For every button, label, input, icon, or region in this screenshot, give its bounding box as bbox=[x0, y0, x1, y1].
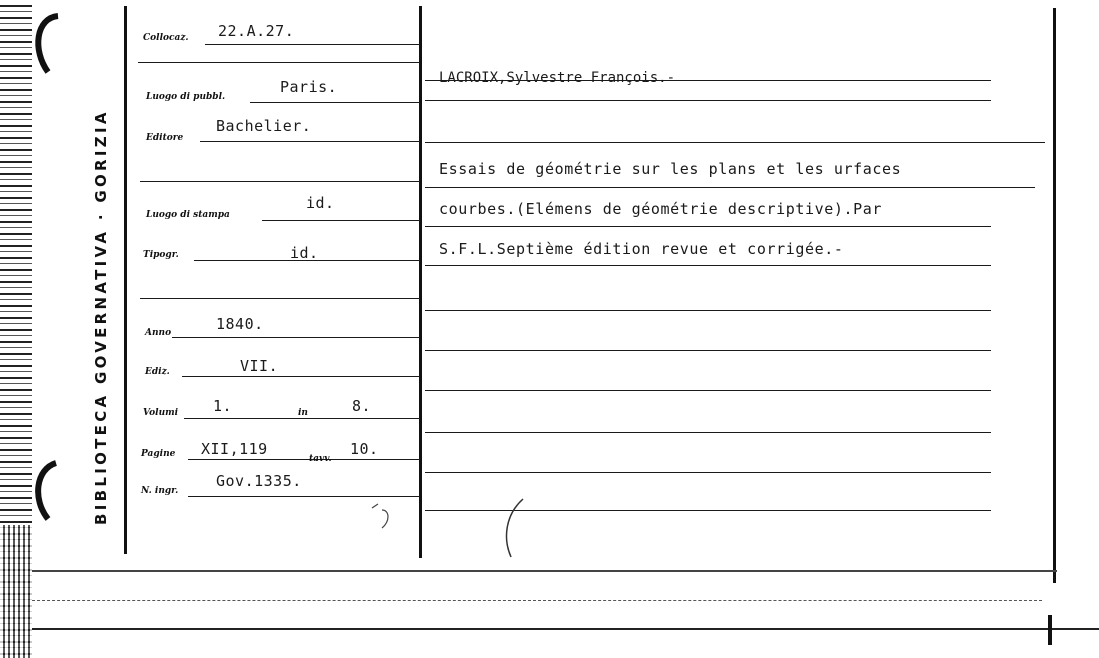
card-left-rule bbox=[124, 6, 127, 554]
ink-scribble-icon bbox=[368, 500, 398, 540]
label-ediz: Ediz. bbox=[145, 367, 170, 377]
rule-collocazione bbox=[205, 44, 420, 45]
rule-editore bbox=[200, 141, 420, 142]
label-luogo-stampa: Luogo di stampa bbox=[146, 210, 230, 220]
rule-right-8 bbox=[425, 390, 991, 391]
rule-luogo-stampa bbox=[262, 220, 420, 221]
label-tavole: tavv. bbox=[309, 454, 332, 464]
value-volumi: 1. bbox=[213, 397, 233, 415]
binding-clip-bottom-icon bbox=[18, 455, 68, 525]
value-volumi-in: 8. bbox=[352, 397, 372, 415]
value-luogo-pubbl: Paris. bbox=[280, 78, 338, 96]
label-collocazione: Collocaz. bbox=[143, 33, 189, 43]
rule-right-7 bbox=[425, 350, 991, 351]
rule-right-9 bbox=[425, 432, 991, 433]
scan-mark bbox=[1048, 615, 1052, 645]
label-editore: Editore bbox=[146, 133, 184, 143]
value-anno: 1840. bbox=[216, 315, 264, 333]
label-n-ingr: N. ingr. bbox=[141, 486, 179, 496]
title-line-2: courbes.(Elémens de géométrie descriptive).Par bbox=[439, 200, 883, 218]
value-collocazione: 22.A.27. bbox=[218, 22, 295, 40]
value-ediz: VII. bbox=[240, 357, 279, 375]
library-name-vertical: BIBLIOTECA GOVERNATIVA · GORIZIA bbox=[92, 109, 110, 525]
scanned-binding-edge-lower bbox=[0, 525, 32, 658]
rule-right-1 bbox=[425, 100, 991, 101]
scan-line-2 bbox=[32, 628, 1099, 630]
value-editore: Bachelier. bbox=[216, 117, 312, 135]
rule-pagine bbox=[188, 459, 420, 460]
label-tipogr: Tipogr. bbox=[143, 250, 179, 260]
scan-line-1 bbox=[32, 600, 1042, 601]
card-bottom-edge bbox=[32, 570, 1057, 572]
rule-right-5 bbox=[425, 265, 991, 266]
label-pagine: Pagine bbox=[141, 449, 176, 459]
title-line-3: S.F.L.Septième édition revue et corrigée.- bbox=[439, 240, 844, 258]
label-anno: Anno bbox=[145, 328, 172, 338]
rule-volumi bbox=[184, 418, 420, 419]
rule-anno bbox=[172, 337, 420, 338]
rule-right-10 bbox=[425, 472, 991, 473]
rule-ediz bbox=[182, 376, 420, 377]
value-tavole: 10. bbox=[350, 440, 379, 458]
title-line-1: Essais de géométrie sur les plans et les urfaces bbox=[439, 160, 902, 178]
label-volumi: Volumi bbox=[143, 408, 179, 418]
binding-clip-top-icon bbox=[18, 10, 68, 80]
rule-luogo-pubbl bbox=[250, 102, 420, 103]
rule-divider-3 bbox=[140, 298, 420, 299]
label-volumi-in: in bbox=[298, 408, 308, 418]
value-n-ingr: Gov.1335. bbox=[216, 472, 302, 490]
rule-divider-1 bbox=[138, 62, 420, 63]
rule-n-ingr bbox=[188, 496, 420, 497]
rule-right-6 bbox=[425, 310, 991, 311]
value-pagine: XII,119 bbox=[201, 440, 268, 458]
rule-right-4 bbox=[425, 226, 991, 227]
rule-right-2 bbox=[425, 142, 1045, 143]
rule-divider-2 bbox=[140, 181, 420, 182]
author-heading: LACROIX,Sylvestre François.- bbox=[439, 70, 676, 86]
label-luogo-pubbl: Luogo di pubbl. bbox=[146, 92, 226, 102]
pencil-mark-icon bbox=[495, 495, 535, 565]
card-center-rule bbox=[419, 6, 422, 558]
card-right-edge bbox=[1053, 8, 1056, 583]
value-luogo-stampa: id. bbox=[306, 194, 335, 212]
value-tipogr: id. bbox=[290, 244, 319, 262]
rule-right-3 bbox=[425, 187, 1035, 188]
